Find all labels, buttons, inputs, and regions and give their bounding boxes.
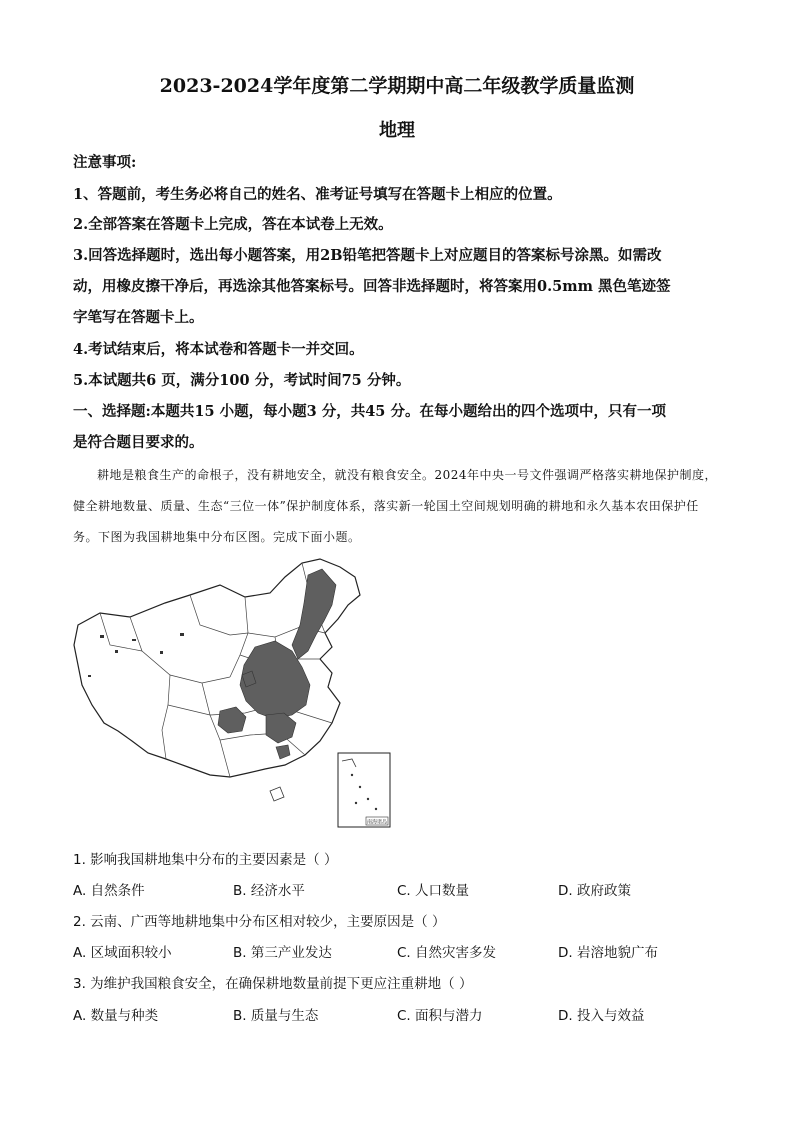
question-2-option-c[interactable]: C. 自然灾害多发	[397, 945, 497, 961]
notice-heading: 注意事项:	[73, 154, 137, 171]
notice-item-3-end: 字笔写在答题卡上。	[73, 309, 204, 326]
subject-title: 地理	[379, 120, 415, 141]
section-heading-cont: 是符合题目要求的。	[73, 434, 204, 451]
middle-yangtze	[266, 713, 296, 743]
question-1-option-d[interactable]: D. 政府政策	[558, 883, 631, 899]
question-1-stem: 1. 影响我国耕地集中分布的主要因素是（ ）	[73, 852, 338, 868]
reading-passage	[73, 460, 723, 553]
question-3-option-c[interactable]: C. 面积与潜力	[397, 1008, 483, 1024]
farmland-map	[70, 555, 410, 839]
question-2-option-a[interactable]: A. 区域面积较小	[73, 945, 172, 961]
question-1-option-a[interactable]: A. 自然条件	[73, 883, 145, 899]
question-1-option-c[interactable]: C. 人口数量	[397, 883, 470, 899]
question-2-option-d[interactable]: D. 岩溶地貌广布	[558, 945, 658, 961]
farmland-map-svg	[70, 555, 410, 835]
hainan-island	[270, 787, 284, 801]
notice-item-3-cont: 动，用橡皮擦干净后，再选涂其他答案标号。回答非选择题时，将答案用0.5mm 黑色笔迹签	[73, 278, 671, 295]
question-3-stem: 3. 为维护我国粮食安全，在确保耕地数量前提下更应注重耕地（ ）	[73, 976, 473, 992]
question-2-option-b[interactable]: B. 第三产业发达	[233, 945, 332, 961]
south-patch	[276, 745, 290, 759]
notice-item-5: 5.本试题共6 页，满分100 分，考试时间75 分钟。	[73, 372, 411, 389]
notice-item-4: 4.考试结束后，将本试卷和答题卡一并交回。	[73, 341, 364, 358]
northeast-plain	[292, 569, 336, 659]
sichuan-basin	[218, 707, 246, 733]
question-3-options	[73, 1004, 733, 1024]
passage-text: 耕地是粮食生产的命根子，没有耕地安全，就没有粮食安全。2024年中央一号文件强调严格落实耕地保护制度，健全耕地数量、质量、生态“三位一体”保护制度体系，落实新一轮国土空间规划明确的耕地和永久基本农田保护任务。下图为我国耕地集中分布区图。完成下面小题。	[73, 468, 718, 544]
question-3-option-b[interactable]: B. 质量与生态	[233, 1008, 319, 1024]
northwest-dots	[88, 633, 184, 677]
question-1-options	[73, 879, 733, 899]
section-heading: 一、选择题:本题共15 小题，每小题3 分，共45 分。在每小题给出的四个选项中，只有一项	[73, 403, 666, 420]
notice-item-3: 3.回答选择题时，选出每小题答案，用2B铅笔把答题卡上对应题目的答案标号涂黑。如需改	[73, 247, 662, 264]
inset-label: 南海诸岛	[366, 819, 388, 826]
question-1-option-b[interactable]: B. 经济水平	[233, 883, 305, 899]
south-sea-inset	[338, 753, 390, 827]
question-2-options	[73, 941, 733, 961]
notice-item-2: 2.全部答案在答题卡上完成，答在本试卷上无效。	[73, 216, 393, 233]
question-2-stem: 2. 云南、广西等地耕地集中分布区相对较少，主要原因是（ ）	[73, 914, 446, 930]
notice-item-1: 1、答题前，考生务必将自己的姓名、准考证号填写在答题卡上相应的位置。	[73, 186, 562, 203]
question-3-option-d[interactable]: D. 投入与效益	[558, 1008, 645, 1024]
page-title: 2023-2024学年度第二学期期中高二年级教学质量监测	[159, 75, 635, 97]
question-3-option-a[interactable]: A. 数量与种类	[73, 1008, 159, 1024]
